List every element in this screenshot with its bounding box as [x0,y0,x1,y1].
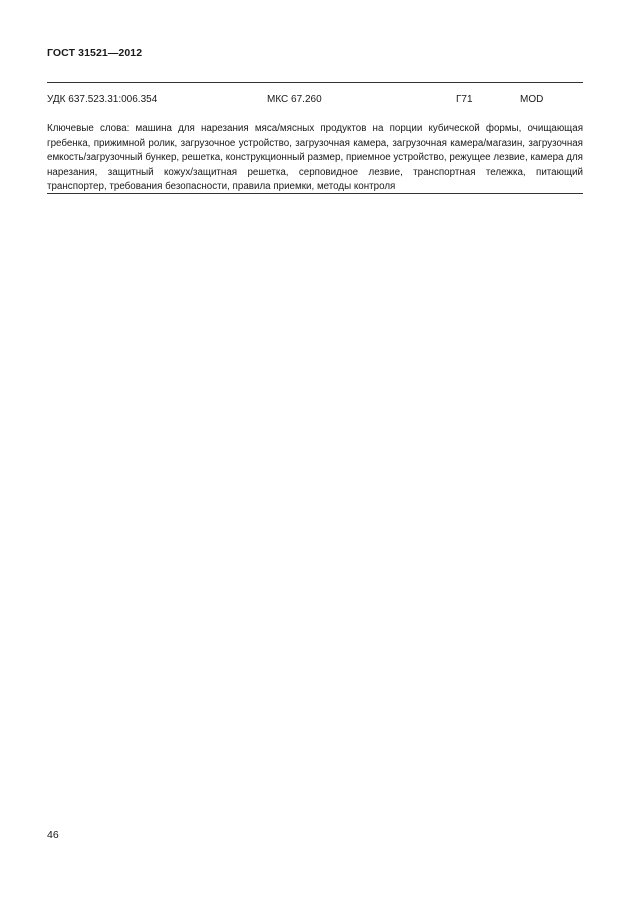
classification-row [0,94,630,108]
okp-code: Г71 [456,94,473,105]
modification-code: MOD [520,94,544,105]
page-number: 46 [47,829,59,841]
standard-header-title: ГОСТ 31521—2012 [47,47,143,59]
mks-code: МКС 67.260 [267,94,322,105]
keywords-paragraph: Ключевые слова: машина для нарезания мяса/мясных продуктов на порции кубической формы, очищающая гребенка, прижимной ролик, загрузочное устройство, загрузочная камера, загрузочная камера/магазин, загрузочная емкость/загрузочный бункер, решетка, конструкционный размер, приемное устройство, режущее лезвие, камера для нарезания, защитный кожух/защитная решетка, серповидное лезвие, транспортная тележка, питающий транспортер, требования безопасности, правила приемки, методы контроля [47,123,583,193]
bottom-divider [47,193,583,194]
udc-code: УДК 637.523.31:006.354 [47,94,158,105]
top-divider [47,82,583,83]
